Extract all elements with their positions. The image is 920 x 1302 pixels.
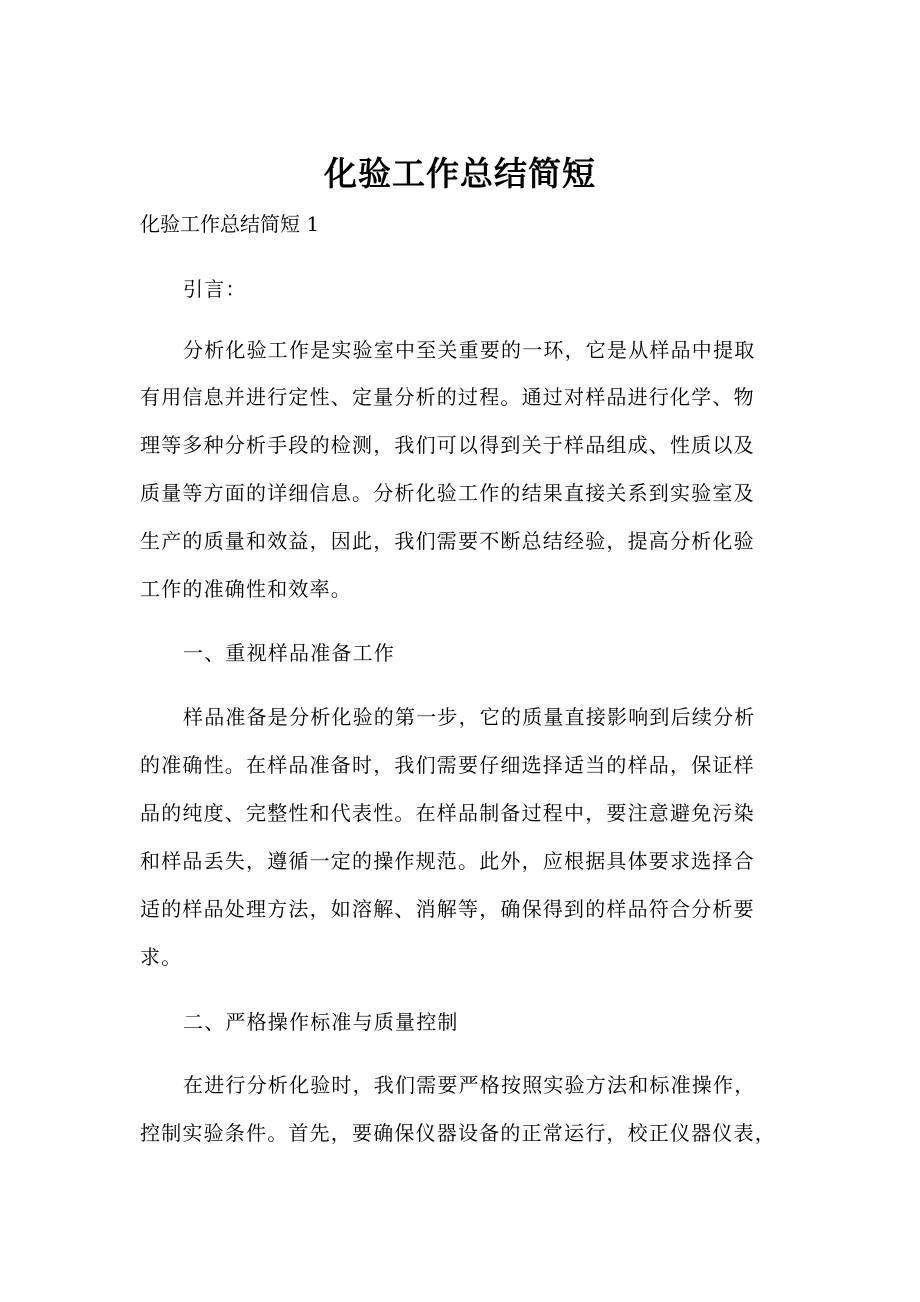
- intro-heading: 引言：: [183, 277, 247, 301]
- paragraph-line: 求。: [140, 945, 183, 969]
- section-heading: 一、重视样品准备工作: [183, 641, 395, 665]
- paragraph-line: 适的样品处理方法，如溶解、消解等，确保得到的样品符合分析要: [140, 897, 755, 921]
- paragraph-line: 品的纯度、完整性和代表性。在样品制备过程中，要注意避免污染: [140, 801, 755, 825]
- paragraph-line: 理等多种分析手段的检测，我们可以得到关于样品组成、性质以及: [140, 433, 755, 457]
- section-heading: 二、严格操作标准与质量控制: [183, 1010, 459, 1034]
- paragraph-line: 分析化验工作是实验室中至关重要的一环，它是从样品中提取: [183, 338, 756, 362]
- document-title: 化验工作总结简短: [324, 154, 596, 193]
- document-subtitle: 化验工作总结简短 1: [140, 212, 320, 236]
- paragraph-line: 质量等方面的详细信息。分析化验工作的结果直接关系到实验室及: [140, 481, 755, 505]
- paragraph-line: 工作的准确性和效率。: [140, 577, 352, 601]
- paragraph-line: 控制实验条件。首先，要确保仪器设备的正常运行，校正仪器仪表，: [140, 1121, 776, 1145]
- paragraph-line: 样品准备是分析化验的第一步，它的质量直接影响到后续分析: [183, 705, 756, 729]
- paragraph-line: 生产的质量和效益，因此，我们需要不断总结经验，提高分析化验: [140, 529, 755, 553]
- paragraph-line: 有用信息并进行定性、定量分析的过程。通过对样品进行化学、物: [140, 385, 755, 409]
- paragraph-line: 的准确性。在样品准备时，我们需要仔细选择适当的样品，保证样: [140, 753, 755, 777]
- paragraph-line: 在进行分析化验时，我们需要严格按照实验方法和标准操作，: [183, 1073, 756, 1097]
- paragraph-line: 和样品丢失，遵循一定的操作规范。此外，应根据具体要求选择合: [140, 849, 755, 873]
